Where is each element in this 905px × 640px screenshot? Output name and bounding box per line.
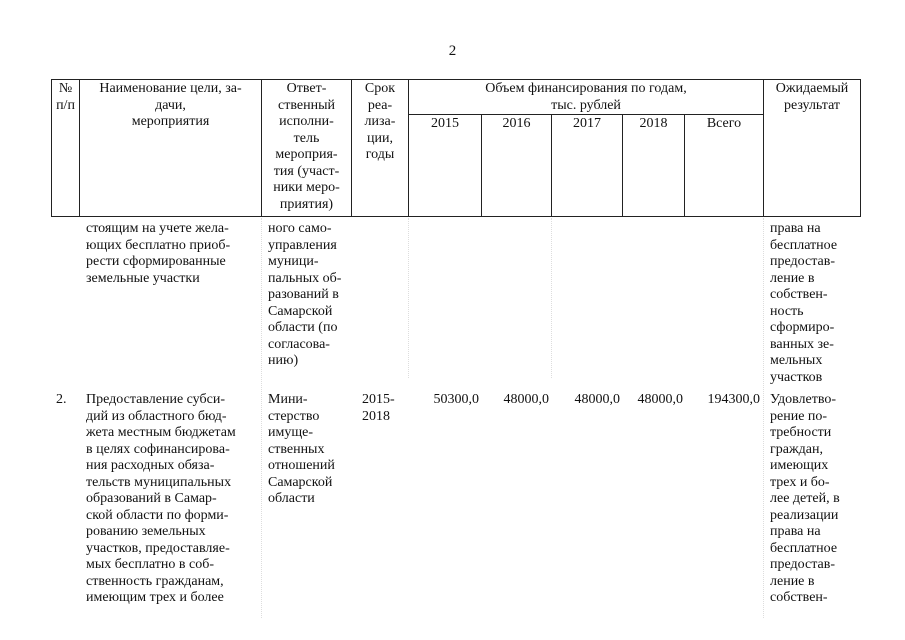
- row-term: 2015- 2018: [362, 392, 395, 424]
- header-responsible: Ответ- ственный исполни- тель мероприя- тия (участ- ники меро- приятия): [273, 81, 340, 212]
- header-year-2015: 2015: [431, 116, 459, 131]
- row-value-2017: 48000,0: [574, 392, 620, 407]
- header-result: Ожидаемый результат: [775, 81, 849, 113]
- header-year-2017: 2017: [573, 116, 601, 131]
- header-total: Всего: [706, 116, 742, 131]
- header-num: № п/п: [56, 81, 75, 113]
- row-result: Удовлетво- рение по- требности граждан, имеющих трех и бо- лее детей, в реализации права на бесплатное предостав- ление в собствен-: [770, 392, 840, 605]
- row-num: 2.: [56, 392, 67, 407]
- header-term: Срок реа- лиза- ции, годы: [364, 81, 396, 162]
- funding-subheader-line: [408, 114, 763, 115]
- header-year-2018: 2018: [639, 116, 668, 131]
- row-value-2016: 48000,0: [503, 392, 549, 407]
- header-name: Наименование цели, за- дачи, мероприятия: [99, 81, 242, 129]
- body-col-guide: [408, 218, 409, 378]
- row-value-total: 194300,0: [707, 392, 760, 407]
- header-year-2016: 2016: [502, 116, 531, 131]
- body-col-guide: [261, 218, 262, 618]
- row-responsible: Мини- стерство имуще- ственных отношений Самарской области: [268, 392, 335, 506]
- row-result: права на бесплатное предостав- ление в собствен- ность сформиро- ванных зе- мельных участков: [770, 221, 838, 385]
- row-value-2015: 50300,0: [433, 392, 479, 407]
- page-number: 2: [448, 43, 457, 59]
- body-col-guide: [763, 218, 764, 618]
- row-value-2018: 48000,0: [637, 392, 683, 407]
- body-col-guide: [551, 218, 552, 378]
- row-name: стоящим на учете жела- ющих бесплатно приоб- рести сформированные земельные участки: [86, 221, 231, 286]
- row-responsible: ного само- управления муници- пальных об- разований в Самарской области (по согласова- нию): [268, 221, 342, 368]
- row-name: Предоставление субси- дий из областного бюд- жета местным бюджетам в целях софинансирова- ния расходных обяза- тельств муниципальных образований в Самар- ской области по форми- рованию земельных участков, предоставляе- мых бесплатно в соб- ственность гражданам, имеющим трех и более: [86, 392, 236, 605]
- header-funding: Объем финансирования по годам, тыс. рублей: [485, 81, 687, 113]
